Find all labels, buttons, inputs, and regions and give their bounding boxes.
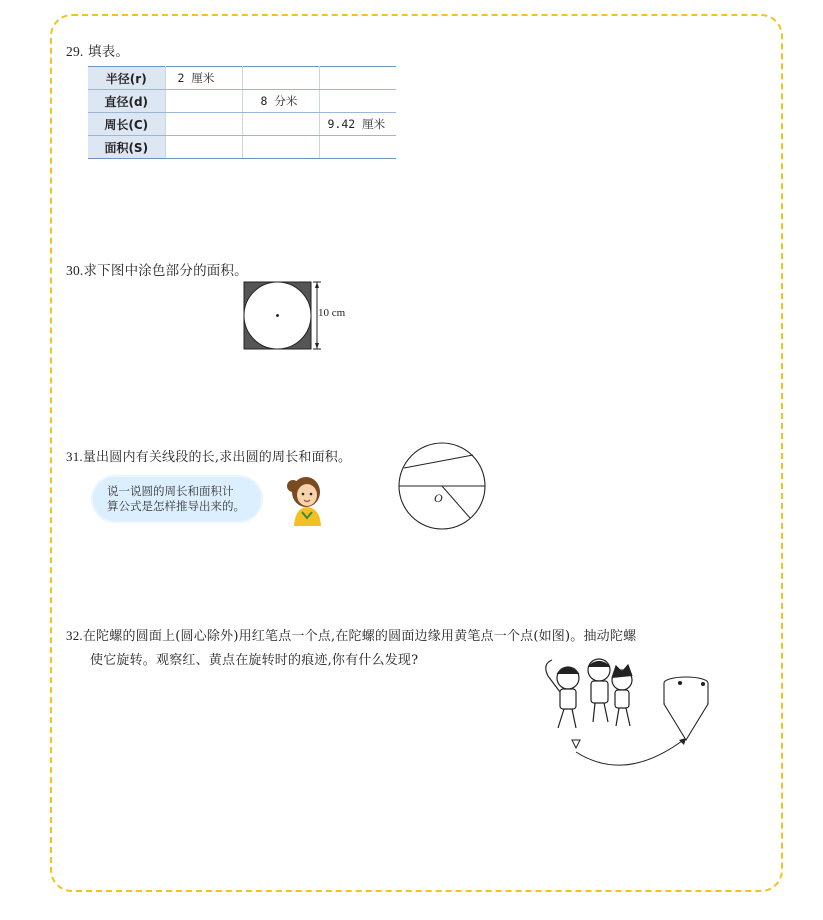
table-cell[interactable]: 8 分米 — [242, 90, 319, 113]
row-header-circumference: 周长(C) — [88, 113, 165, 136]
center-label: O — [434, 491, 443, 505]
question-32 — [66, 625, 636, 644]
spinning-top-illustration — [536, 656, 716, 774]
table-row — [88, 113, 396, 136]
table-row — [88, 67, 396, 90]
question-30 — [66, 259, 248, 279]
table-row — [88, 136, 396, 159]
table-cell[interactable] — [165, 113, 242, 136]
question-32-number: 32. — [66, 628, 83, 643]
row-header-radius: 半径(r) — [88, 67, 165, 90]
table-cell[interactable] — [319, 136, 396, 159]
speech-bubble — [93, 477, 261, 521]
dimension-label: 10 cm — [318, 307, 346, 319]
bubble-line-1: 说一说圆的周长和面积计 — [107, 484, 234, 498]
children-illustration — [546, 659, 632, 728]
question-32-line-2-wrap — [90, 649, 418, 668]
spinning-top-icon — [664, 677, 708, 740]
row-header-area: 面积(S) — [88, 136, 165, 159]
question-29-title: 填表。 — [87, 44, 130, 60]
table-cell[interactable]: 2 厘米 — [165, 67, 242, 90]
table-cell[interactable]: 9.42 厘米 — [319, 113, 396, 136]
center-dot — [276, 314, 279, 317]
arrow-up-icon — [315, 282, 319, 288]
question-32-line-1: 在陀螺的圆面上(圆心除外)用红笔点一个点,在陀螺的圆面边缘用黄笔点一个点(如图)。抽动陀螺 — [82, 629, 637, 644]
table-cell[interactable] — [165, 136, 242, 159]
question-31-text: 量出圆内有关线段的长,求出圆的周长和面积。 — [82, 450, 352, 465]
table-cell[interactable] — [319, 67, 396, 90]
bubble-line-2: 算公式是怎样推导出来的。 — [107, 499, 245, 513]
question-30-number: 30. — [66, 263, 84, 278]
table-cell[interactable] — [242, 113, 319, 136]
table-cell[interactable] — [319, 90, 396, 113]
question-32-line-2: 使它旋转。观察红、黄点在旋转时的痕迹,你有什么发现? — [90, 653, 419, 668]
question-29-number: 29. — [66, 44, 84, 59]
question-31-number: 31. — [66, 449, 83, 464]
curved-arrow — [576, 738, 686, 765]
arrow-down-icon — [315, 343, 319, 349]
table-cell[interactable] — [165, 90, 242, 113]
small-top-icon — [572, 740, 580, 748]
question-30-text: 求下图中涂色部分的面积。 — [83, 263, 248, 279]
table-row — [88, 90, 396, 113]
table-cell[interactable] — [242, 136, 319, 159]
girl-illustration — [280, 472, 330, 528]
square-circle-figure — [240, 280, 330, 352]
question-31 — [66, 446, 351, 465]
row-header-diameter: 直径(d) — [88, 90, 165, 113]
circle-measure-table — [88, 66, 396, 159]
table-cell[interactable] — [242, 67, 319, 90]
circle-figure-o — [396, 442, 492, 532]
question-29 — [66, 40, 129, 60]
